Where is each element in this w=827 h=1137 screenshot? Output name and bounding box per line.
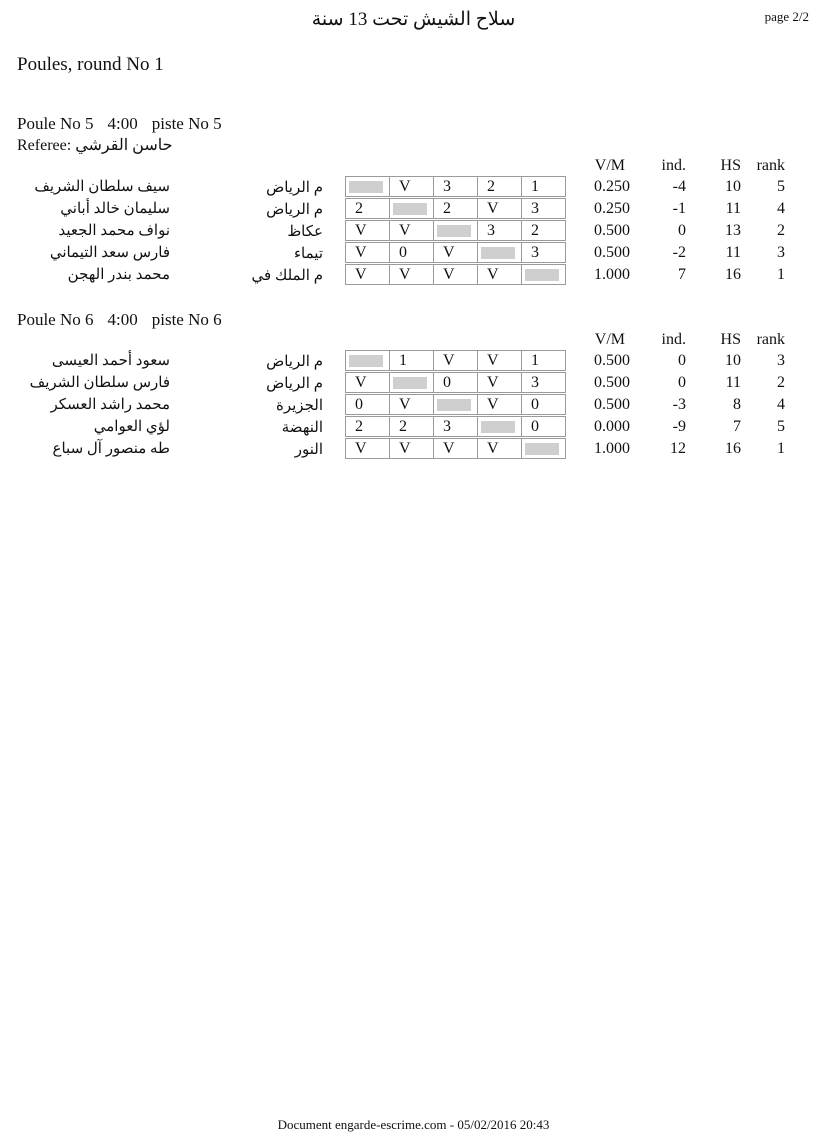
fencer-club: م الرياض <box>266 202 323 218</box>
victory-ratio: 0.500 <box>594 244 630 261</box>
hits-scored: 11 <box>725 200 741 217</box>
col-header-hs: HS <box>720 157 741 174</box>
bout-cell: 3 <box>522 199 566 219</box>
diagonal-shading <box>525 443 559 455</box>
victory-ratio: 0.500 <box>594 222 630 239</box>
bout-cell: 0 <box>522 417 566 437</box>
diagonal-shading <box>437 225 471 237</box>
bout-cell: V <box>390 221 434 241</box>
victory-ratio: 0.000 <box>594 418 630 435</box>
bout-cell: V <box>346 265 390 285</box>
round-title: Poules, round No 1 <box>17 54 164 75</box>
bout-grid-row <box>345 242 566 263</box>
bout-grid-row <box>345 350 566 371</box>
fencer-name: فارس سلطان الشريف <box>29 375 170 391</box>
self-bout-cell <box>434 221 478 241</box>
bout-cell: 0 <box>346 395 390 415</box>
col-header-rank: rank <box>756 157 785 174</box>
indicator: 0 <box>678 374 686 391</box>
diagonal-shading <box>393 203 427 215</box>
bout-cell: V <box>390 439 434 459</box>
bout-cell: 3 <box>434 417 478 437</box>
bout-cell: V <box>434 439 478 459</box>
diagonal-shading <box>525 269 559 281</box>
self-bout-cell <box>478 417 522 437</box>
bout-cell: 3 <box>522 243 566 263</box>
self-bout-cell <box>522 265 566 285</box>
indicator: -1 <box>672 200 686 217</box>
fencer-name: سعود أحمد العيسى <box>51 353 170 369</box>
bout-cell: 0 <box>522 395 566 415</box>
hits-scored: 16 <box>725 440 741 457</box>
fencer-name: طه منصور آل سباع <box>52 441 170 457</box>
bout-cell: 3 <box>522 373 566 393</box>
bout-cell: V <box>478 373 522 393</box>
col-header-vm: V/M <box>594 157 625 174</box>
poule-label: Poule No 5 <box>17 114 94 133</box>
self-bout-cell <box>390 373 434 393</box>
rank: 3 <box>777 244 785 261</box>
fencer-name: نواف محمد الجعيد <box>58 223 170 239</box>
bout-grid-row <box>345 198 566 219</box>
bout-grid-row <box>345 176 566 197</box>
bout-cell: V <box>478 351 522 371</box>
fencer-club: تيماء <box>294 246 323 262</box>
indicator: 7 <box>678 266 686 283</box>
fencer-name: محمد بندر الهجن <box>67 267 170 283</box>
victory-ratio: 0.500 <box>594 352 630 369</box>
hits-scored: 10 <box>725 352 741 369</box>
document-title: سلاح الشيش تحت 13 سنة <box>311 9 516 30</box>
rank: 2 <box>777 374 785 391</box>
bout-cell: V <box>434 351 478 371</box>
rank: 1 <box>777 266 785 283</box>
bout-cell: V <box>390 395 434 415</box>
indicator: -3 <box>672 396 686 413</box>
diagonal-shading <box>481 421 515 433</box>
referee-line <box>17 135 173 155</box>
fencer-name: فارس سعد التيماني <box>49 245 170 261</box>
fencer-club: م الرياض <box>266 180 323 196</box>
hits-scored: 7 <box>733 418 741 435</box>
bout-cell: 1 <box>390 351 434 371</box>
indicator: 0 <box>678 222 686 239</box>
self-bout-cell <box>346 351 390 371</box>
bout-cell: 2 <box>522 221 566 241</box>
bout-cell: V <box>346 373 390 393</box>
poule-piste: piste No 5 <box>151 114 222 133</box>
victory-ratio: 0.500 <box>594 374 630 391</box>
fencer-name: سيف سلطان الشريف <box>34 179 170 195</box>
poule-piste: piste No 6 <box>151 310 222 329</box>
rank: 1 <box>777 440 785 457</box>
fencer-club: النور <box>294 442 323 458</box>
rank: 5 <box>777 418 785 435</box>
fencer-club: م الرياض <box>266 354 323 370</box>
rank: 4 <box>777 396 785 413</box>
bout-cell: 2 <box>346 199 390 219</box>
col-header-vm: V/M <box>594 331 625 348</box>
bout-cell: V <box>346 243 390 263</box>
bout-grid-row <box>345 438 566 459</box>
self-bout-cell <box>434 395 478 415</box>
bout-grid-row <box>345 416 566 437</box>
fencer-club: م الرياض <box>266 376 323 392</box>
rank: 4 <box>777 200 785 217</box>
bout-cell: V <box>390 265 434 285</box>
victory-ratio: 1.000 <box>594 440 630 457</box>
hits-scored: 8 <box>733 396 741 413</box>
bout-grid-row <box>345 264 566 285</box>
fencer-club: النهضة <box>281 420 323 436</box>
col-header-rank: rank <box>756 331 785 348</box>
poule-label: Poule No 6 <box>17 310 94 329</box>
poule-time: 4:00 <box>107 114 138 133</box>
bout-cell: 2 <box>390 417 434 437</box>
poule-time: 4:00 <box>107 310 138 329</box>
bout-cell: V <box>478 265 522 285</box>
self-bout-cell <box>390 199 434 219</box>
bout-grid-row <box>345 372 566 393</box>
poule-header <box>17 114 236 134</box>
bout-cell: 2 <box>434 199 478 219</box>
diagonal-shading <box>437 399 471 411</box>
rank: 5 <box>777 178 785 195</box>
bout-cell: V <box>478 199 522 219</box>
rank: 3 <box>777 352 785 369</box>
victory-ratio: 0.250 <box>594 200 630 217</box>
bout-cell: 1 <box>522 351 566 371</box>
hits-scored: 10 <box>725 178 741 195</box>
bout-cell: 3 <box>434 177 478 197</box>
bout-cell: 2 <box>346 417 390 437</box>
bout-cell: 3 <box>478 221 522 241</box>
bout-cell: V <box>434 243 478 263</box>
indicator: 0 <box>678 352 686 369</box>
bout-cell: V <box>346 439 390 459</box>
hits-scored: 11 <box>725 374 741 391</box>
bout-cell: 0 <box>434 373 478 393</box>
fencer-name: سليمان خالد أباني <box>60 201 170 217</box>
diagonal-shading <box>481 247 515 259</box>
victory-ratio: 1.000 <box>594 266 630 283</box>
self-bout-cell <box>478 243 522 263</box>
bout-cell: 0 <box>390 243 434 263</box>
poule-header <box>17 310 236 330</box>
indicator: -2 <box>672 244 686 261</box>
page-number: page 2/2 <box>764 9 809 24</box>
col-header-ind: ind. <box>661 331 686 348</box>
bout-cell: V <box>434 265 478 285</box>
bout-cell: 2 <box>478 177 522 197</box>
hits-scored: 16 <box>725 266 741 283</box>
self-bout-cell <box>346 177 390 197</box>
hits-scored: 11 <box>725 244 741 261</box>
document-footer: Document engarde-escrime.com - 05/02/2016 20:43 <box>277 1117 550 1132</box>
fencer-club: م الملك في <box>251 268 323 284</box>
referee-name: حاسن القرشي <box>75 137 173 154</box>
bout-cell: 1 <box>522 177 566 197</box>
bout-cell: V <box>478 439 522 459</box>
indicator: 12 <box>670 440 686 457</box>
rank: 2 <box>777 222 785 239</box>
victory-ratio: 0.250 <box>594 178 630 195</box>
fencer-name: محمد راشد العسكر <box>50 397 170 413</box>
bout-cell: V <box>478 395 522 415</box>
fencer-club: عكاظ <box>287 224 323 240</box>
col-header-ind: ind. <box>661 157 686 174</box>
victory-ratio: 0.500 <box>594 396 630 413</box>
hits-scored: 13 <box>725 222 741 239</box>
col-header-hs: HS <box>720 331 741 348</box>
diagonal-shading <box>393 377 427 389</box>
bout-grid-row <box>345 220 566 241</box>
referee-label: Referee: <box>17 137 72 154</box>
diagonal-shading <box>349 181 383 193</box>
bout-cell: V <box>390 177 434 197</box>
self-bout-cell <box>522 439 566 459</box>
indicator: -9 <box>672 418 686 435</box>
fencer-club: الجزيرة <box>275 398 323 414</box>
bout-cell: V <box>346 221 390 241</box>
indicator: -4 <box>672 178 686 195</box>
bout-grid-row <box>345 394 566 415</box>
diagonal-shading <box>349 355 383 367</box>
fencer-name: لؤي العوامي <box>93 419 170 435</box>
